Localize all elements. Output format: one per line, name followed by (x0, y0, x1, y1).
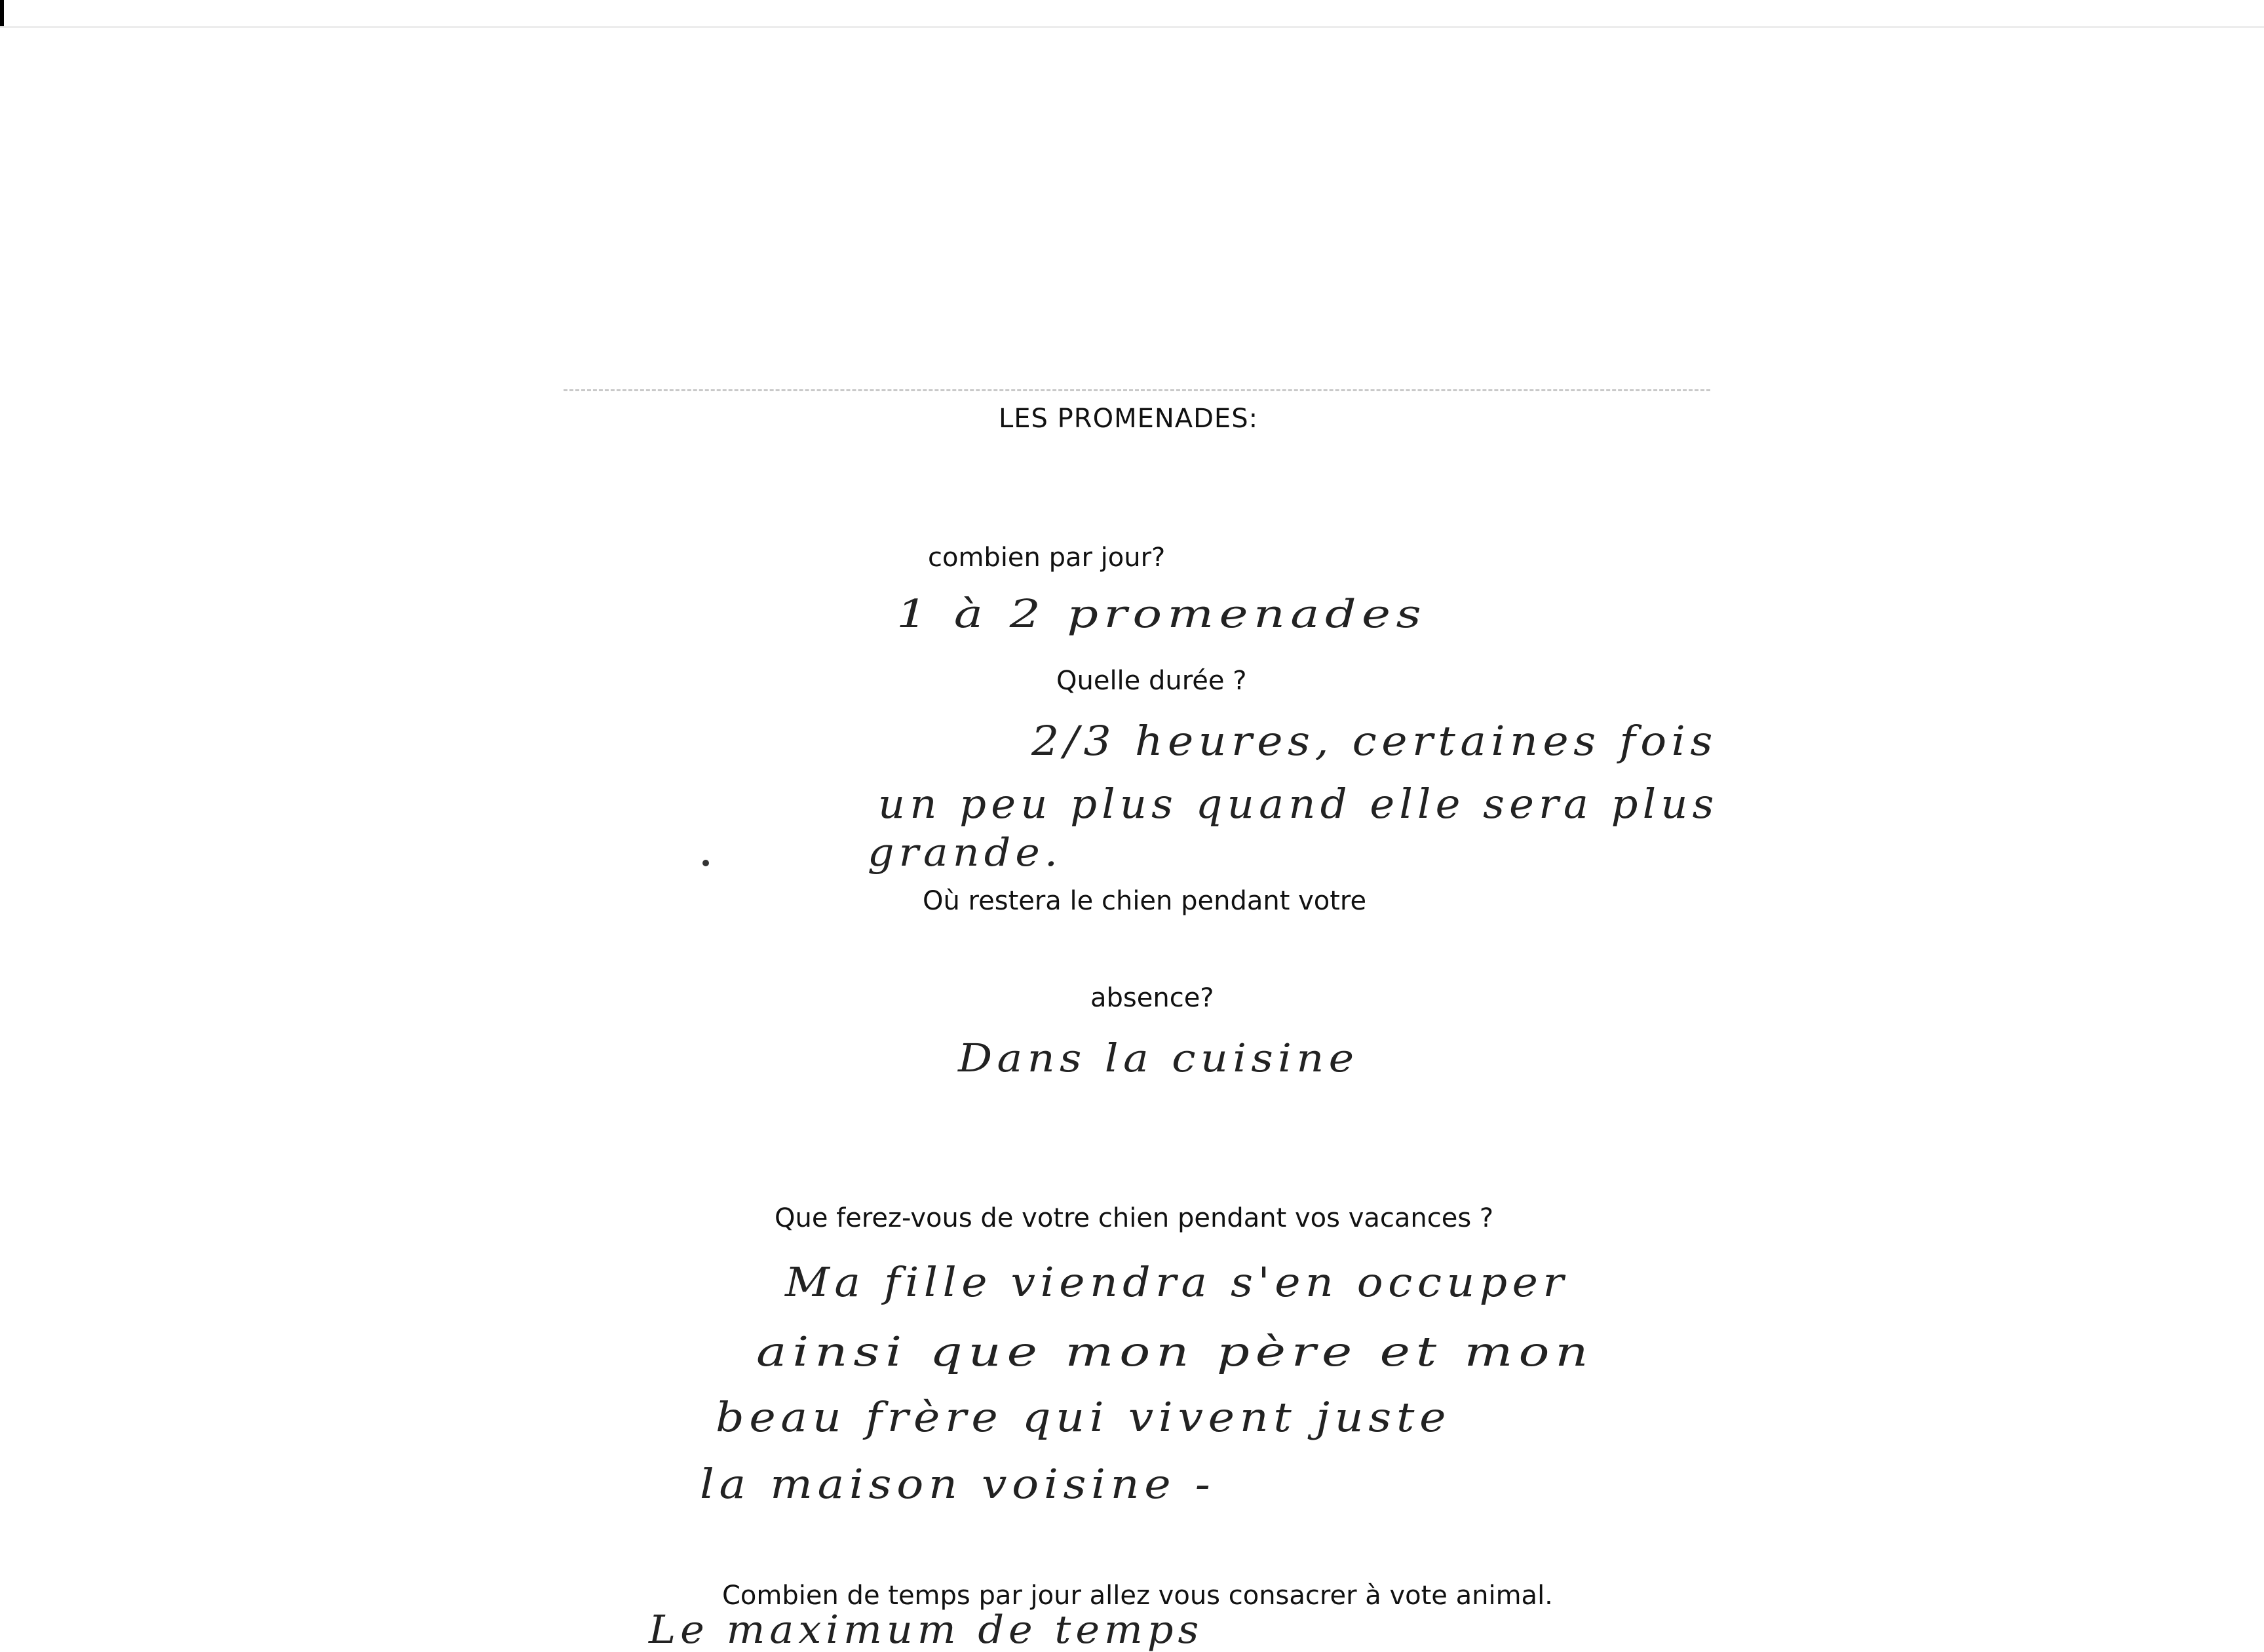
scan-corner-mark (0, 0, 4, 26)
question-label: absence? (1090, 983, 1214, 1013)
handwritten-answer: la maison voisine - (700, 1460, 1216, 1508)
handwritten-answer: un peu plus quand elle sera plus (878, 780, 1719, 828)
handwritten-answer: Dans la cuisine (958, 1035, 1359, 1081)
handwritten-answer: 2/3 heures, certaines fois (1031, 717, 1717, 765)
section-title: LES PROMENADES: (999, 404, 1259, 434)
handwritten-answer: Le maximum de temps (649, 1607, 1204, 1652)
question-label: Quelle durée ? (1056, 666, 1247, 696)
question-label: Combien de temps par jour allez vous consacrer à vote animal. (722, 1581, 1553, 1611)
scan-top-edge (0, 0, 2264, 28)
handwritten-answer: grande. (868, 830, 1063, 875)
handwritten-answer: beau frère qui vivent juste (716, 1393, 1451, 1441)
handwritten-answer: Ma fille viendra s'en occuper (785, 1258, 1569, 1306)
question-label: Que ferez-vous de votre chien pendant vos vacances ? (775, 1203, 1494, 1233)
stray-ink-dot (702, 860, 709, 866)
question-label: combien par jour? (928, 543, 1166, 573)
handwritten-answer: 1 à 2 promenades (896, 591, 1427, 637)
question-label: Où restera le chien pendant votre (923, 886, 1367, 916)
separator-rule (564, 389, 1710, 391)
handwritten-answer: ainsi que mon père et mon (756, 1328, 1594, 1375)
